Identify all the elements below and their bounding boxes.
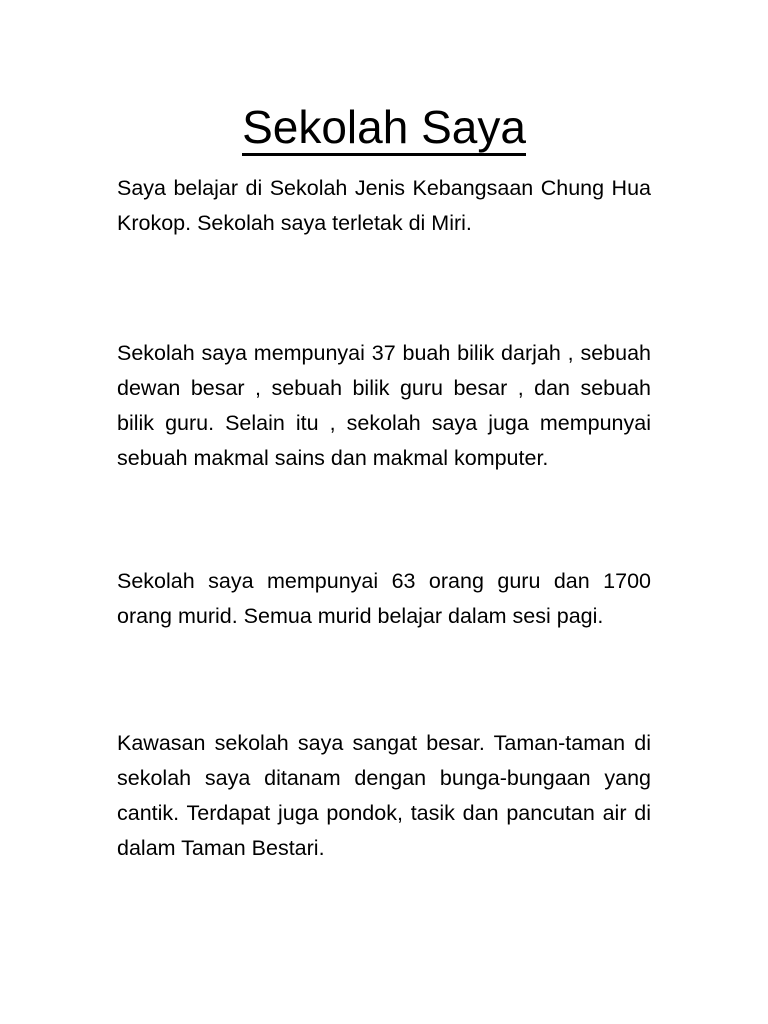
paragraph-3: Sekolah saya mempunyai 63 orang guru dan 1700 orang murid. Semua murid belajar dalam sesi pagi. [117, 569, 651, 628]
paragraph-4: Kawasan sekolah saya sangat besar. Taman-taman di sekolah saya ditanam dengan bunga-bungaan yang cantik. Terdapat juga pondok, tasik dan pancutan air di dalam Taman Bestari. [117, 731, 651, 860]
page-title-text: Sekolah Saya [242, 101, 526, 156]
paragraph-2: Sekolah saya mempunyai 37 buah bilik darjah , sebuah dewan besar , sebuah bilik guru besar , dan sebuah bilik guru. Selain itu , sekolah saya juga mempunyai sebuah makmal sains dan makmal komputer. [117, 341, 651, 470]
paragraph-1: Saya belajar di Sekolah Jenis Kebangsaan Chung Hua Krokop. Sekolah saya terletak di Miri. [117, 176, 651, 235]
page-title [0, 92, 768, 162]
